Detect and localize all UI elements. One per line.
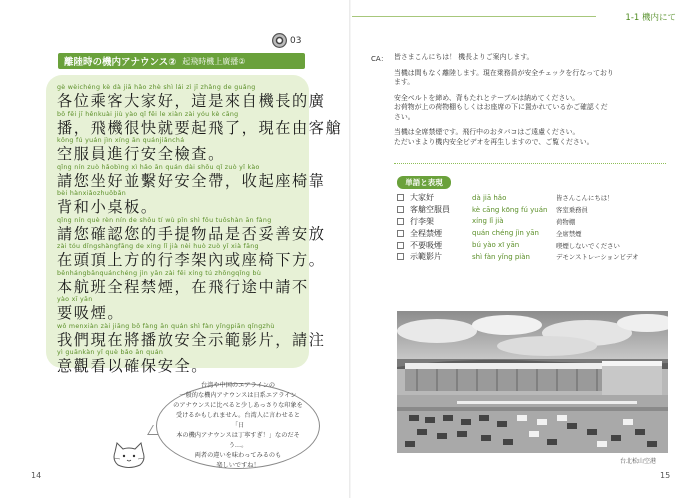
vocab-row: [397, 192, 667, 204]
vocab-word: 不要吸煙: [410, 240, 442, 250]
chinese-line: 請您確認您的手提物品是否妥善安放: [57, 224, 326, 243]
checkbox-icon[interactable]: [397, 194, 404, 201]
ruby-line: [57, 269, 309, 297]
chinese-line: 我們現在將播放安全示範影片，請注: [57, 330, 326, 349]
translation-line: ただいまより機内安全ビデオを再生しますので、ご覧ください。: [394, 137, 594, 146]
vocab-pinyin: kè cāng kōng fú yuán: [472, 205, 548, 214]
pinyin-line: qǐng nín què rèn nín de shǒu tí wù pǐn shì fǒu tuǒshàn ān fàng: [57, 216, 272, 224]
photo-caption: 台北松山空港: [620, 458, 657, 465]
vocab-pinyin: dà jiā hǎo: [472, 193, 507, 202]
vocab-word: 全程禁煙: [410, 228, 442, 238]
checkbox-icon[interactable]: [397, 242, 404, 249]
page-gutter: [349, 0, 351, 498]
japanese-translation: [394, 53, 674, 147]
ruby-line: [57, 322, 326, 350]
bubble-text: 台湾や中国のエアラインの 一般的な機内アナウンスは日系エアライン のアナウンスに比べると少しあっさりな印象を 受けるかもしれません。台湾人に言わせると「日 本の機内アナウンスは丁寧すぎ！」なのだそう…。 両者の違いを味わってみるのも 楽しいですね！: [173, 382, 303, 469]
translation-line: 安全ベルトを締め、背もたれとテーブルは納めてください。: [394, 93, 580, 102]
pinyin-line: gè wèichéng kè dà jiā hǎo zhè shì lái zì jī zhǎng de guǎng: [57, 84, 256, 91]
vocab-meaning: 荷物棚: [556, 217, 576, 226]
ruby-line: [57, 137, 305, 164]
checkbox-icon[interactable]: [397, 218, 404, 225]
section-title: 離陸時の機内アナウンス②: [64, 57, 177, 68]
pinyin-line: zài tóu dǐngshàngfāng de xíng lǐ jià nèi huò zuò yǐ xià fāng: [57, 243, 259, 250]
vocab-row: [397, 227, 667, 239]
pinyin-line: bèi hànxiǎozhuōbǎn: [57, 190, 127, 197]
chinese-line: 在頭頂上方的行李架內或座椅下方。: [57, 251, 326, 269]
vocab-word: 示範影片: [410, 252, 442, 262]
cd-track-number: 03: [290, 35, 302, 46]
chinese-line: 意觀看以確保安全。: [57, 357, 209, 375]
vocab-meaning: 客室乗務員: [556, 206, 588, 215]
translation-line: お荷物が上の荷物棚もしくはお座席の下に置かれているかご確認くだ: [394, 103, 608, 111]
speaker-label: CA：: [371, 55, 388, 63]
chapter-rule: [352, 16, 596, 17]
dotted-divider: [394, 163, 666, 164]
page-number-left: 14: [31, 471, 42, 480]
vocab-meaning: 喫煙しないでください: [556, 241, 620, 250]
ruby-line: [57, 349, 305, 376]
vocab-pinyin: bú yào xī yān: [472, 241, 520, 250]
vocab-meaning: 全席禁煙: [556, 229, 582, 238]
vocab-meaning: デモンストレーションビデオ: [556, 253, 639, 262]
vocab-pinyin: xíng lǐ jià: [472, 217, 504, 226]
ruby-line: [57, 110, 343, 138]
ruby-line: [57, 243, 326, 270]
vocab-pinyin: shì fàn yǐng piàn: [472, 252, 530, 261]
speech-bubble: [156, 383, 320, 469]
checkbox-icon[interactable]: [397, 253, 404, 260]
vocab-word: 客艙空服員: [410, 205, 450, 215]
page-number-right: 15: [660, 471, 671, 480]
chinese-line: 空服員進行安全檢查。: [57, 145, 225, 163]
airport-photo: [397, 311, 668, 453]
vocab-row: [397, 239, 667, 251]
section-header: [58, 53, 305, 69]
vocab-word: 大家好: [410, 193, 434, 203]
pinyin-line: qǐng nín zuò hǎobìng xì hǎo ān quán dài shōu qǐ zuò yǐ kào: [57, 163, 260, 171]
chinese-line: 本航班全程禁煙，在飛行途中請不: [57, 277, 309, 296]
vocab-row: [397, 251, 667, 263]
vocab-pinyin: quán chéng jìn yān: [472, 229, 539, 238]
chinese-line: 背和小桌板。: [57, 198, 158, 216]
vocab-meaning: 皆さんこんにちは！: [556, 194, 614, 203]
ruby-line: [57, 163, 326, 191]
pinyin-line: yào xī yān: [57, 296, 93, 303]
ruby-line: [57, 216, 326, 244]
section-subtitle: 起飛時機上廣播②: [182, 56, 246, 66]
vocab-word: 行李架: [410, 216, 434, 226]
cat-mascot-icon: [110, 440, 148, 470]
translation-line: ます。: [394, 78, 415, 86]
cd-track-badge: [272, 33, 301, 48]
ruby-line: [57, 296, 305, 323]
pinyin-line: wǒ menxiàn zài jiāng bō fàng ān quán shì fàn yǐngpiān qǐngzhù: [57, 322, 275, 330]
pinyin-line: bō fēi jī hěnkuài jiù yào qǐ fēi le xiàn zài yóu kè cāng: [57, 110, 239, 118]
translation-line: 皆さまこんにちは！ 機長よりご案内します。: [394, 53, 534, 61]
checkbox-icon[interactable]: [397, 230, 404, 237]
vocab-heading: 単語と表現: [397, 176, 451, 189]
vocab-row: [397, 216, 667, 228]
ruby-line: [57, 190, 305, 217]
chinese-line: 要吸煙。: [57, 304, 125, 322]
vocab-row: [397, 204, 667, 216]
translation-line: 当機は全席禁煙です。飛行中のおタバコはご遠慮ください。: [394, 128, 580, 136]
checkbox-icon[interactable]: [397, 206, 404, 213]
pinyin-line: běnhángbānquánchéng jìn yān zài fēi xíng tú zhōngqǐng bù: [57, 269, 262, 277]
pinyin-line: yì guānkàn yǐ què bǎo ān quán: [57, 349, 164, 356]
chinese-line: 播，飛機很快就要起飛了，現在由客艙: [57, 118, 343, 137]
translation-line: 当機は間もなく離陸します。現在乗務員が安全チェックを行なっており: [394, 68, 614, 77]
chinese-line: 各位乘客大家好，這是來自機長的廣: [57, 92, 326, 110]
ruby-line: [57, 84, 326, 111]
pinyin-line: kōng fú yuán jìn xíng ān quánjiǎnchá: [57, 137, 185, 144]
translation-line: さい。: [394, 112, 415, 121]
vocab-list: [397, 192, 667, 263]
chinese-line: 請您坐好並繫好安全帶，收起座椅靠: [57, 171, 326, 190]
cd-icon: [272, 33, 287, 48]
airport-photo-image: [397, 311, 668, 453]
chapter-heading: 1-1 機内にて: [625, 12, 676, 23]
announcement-text: [57, 84, 343, 376]
